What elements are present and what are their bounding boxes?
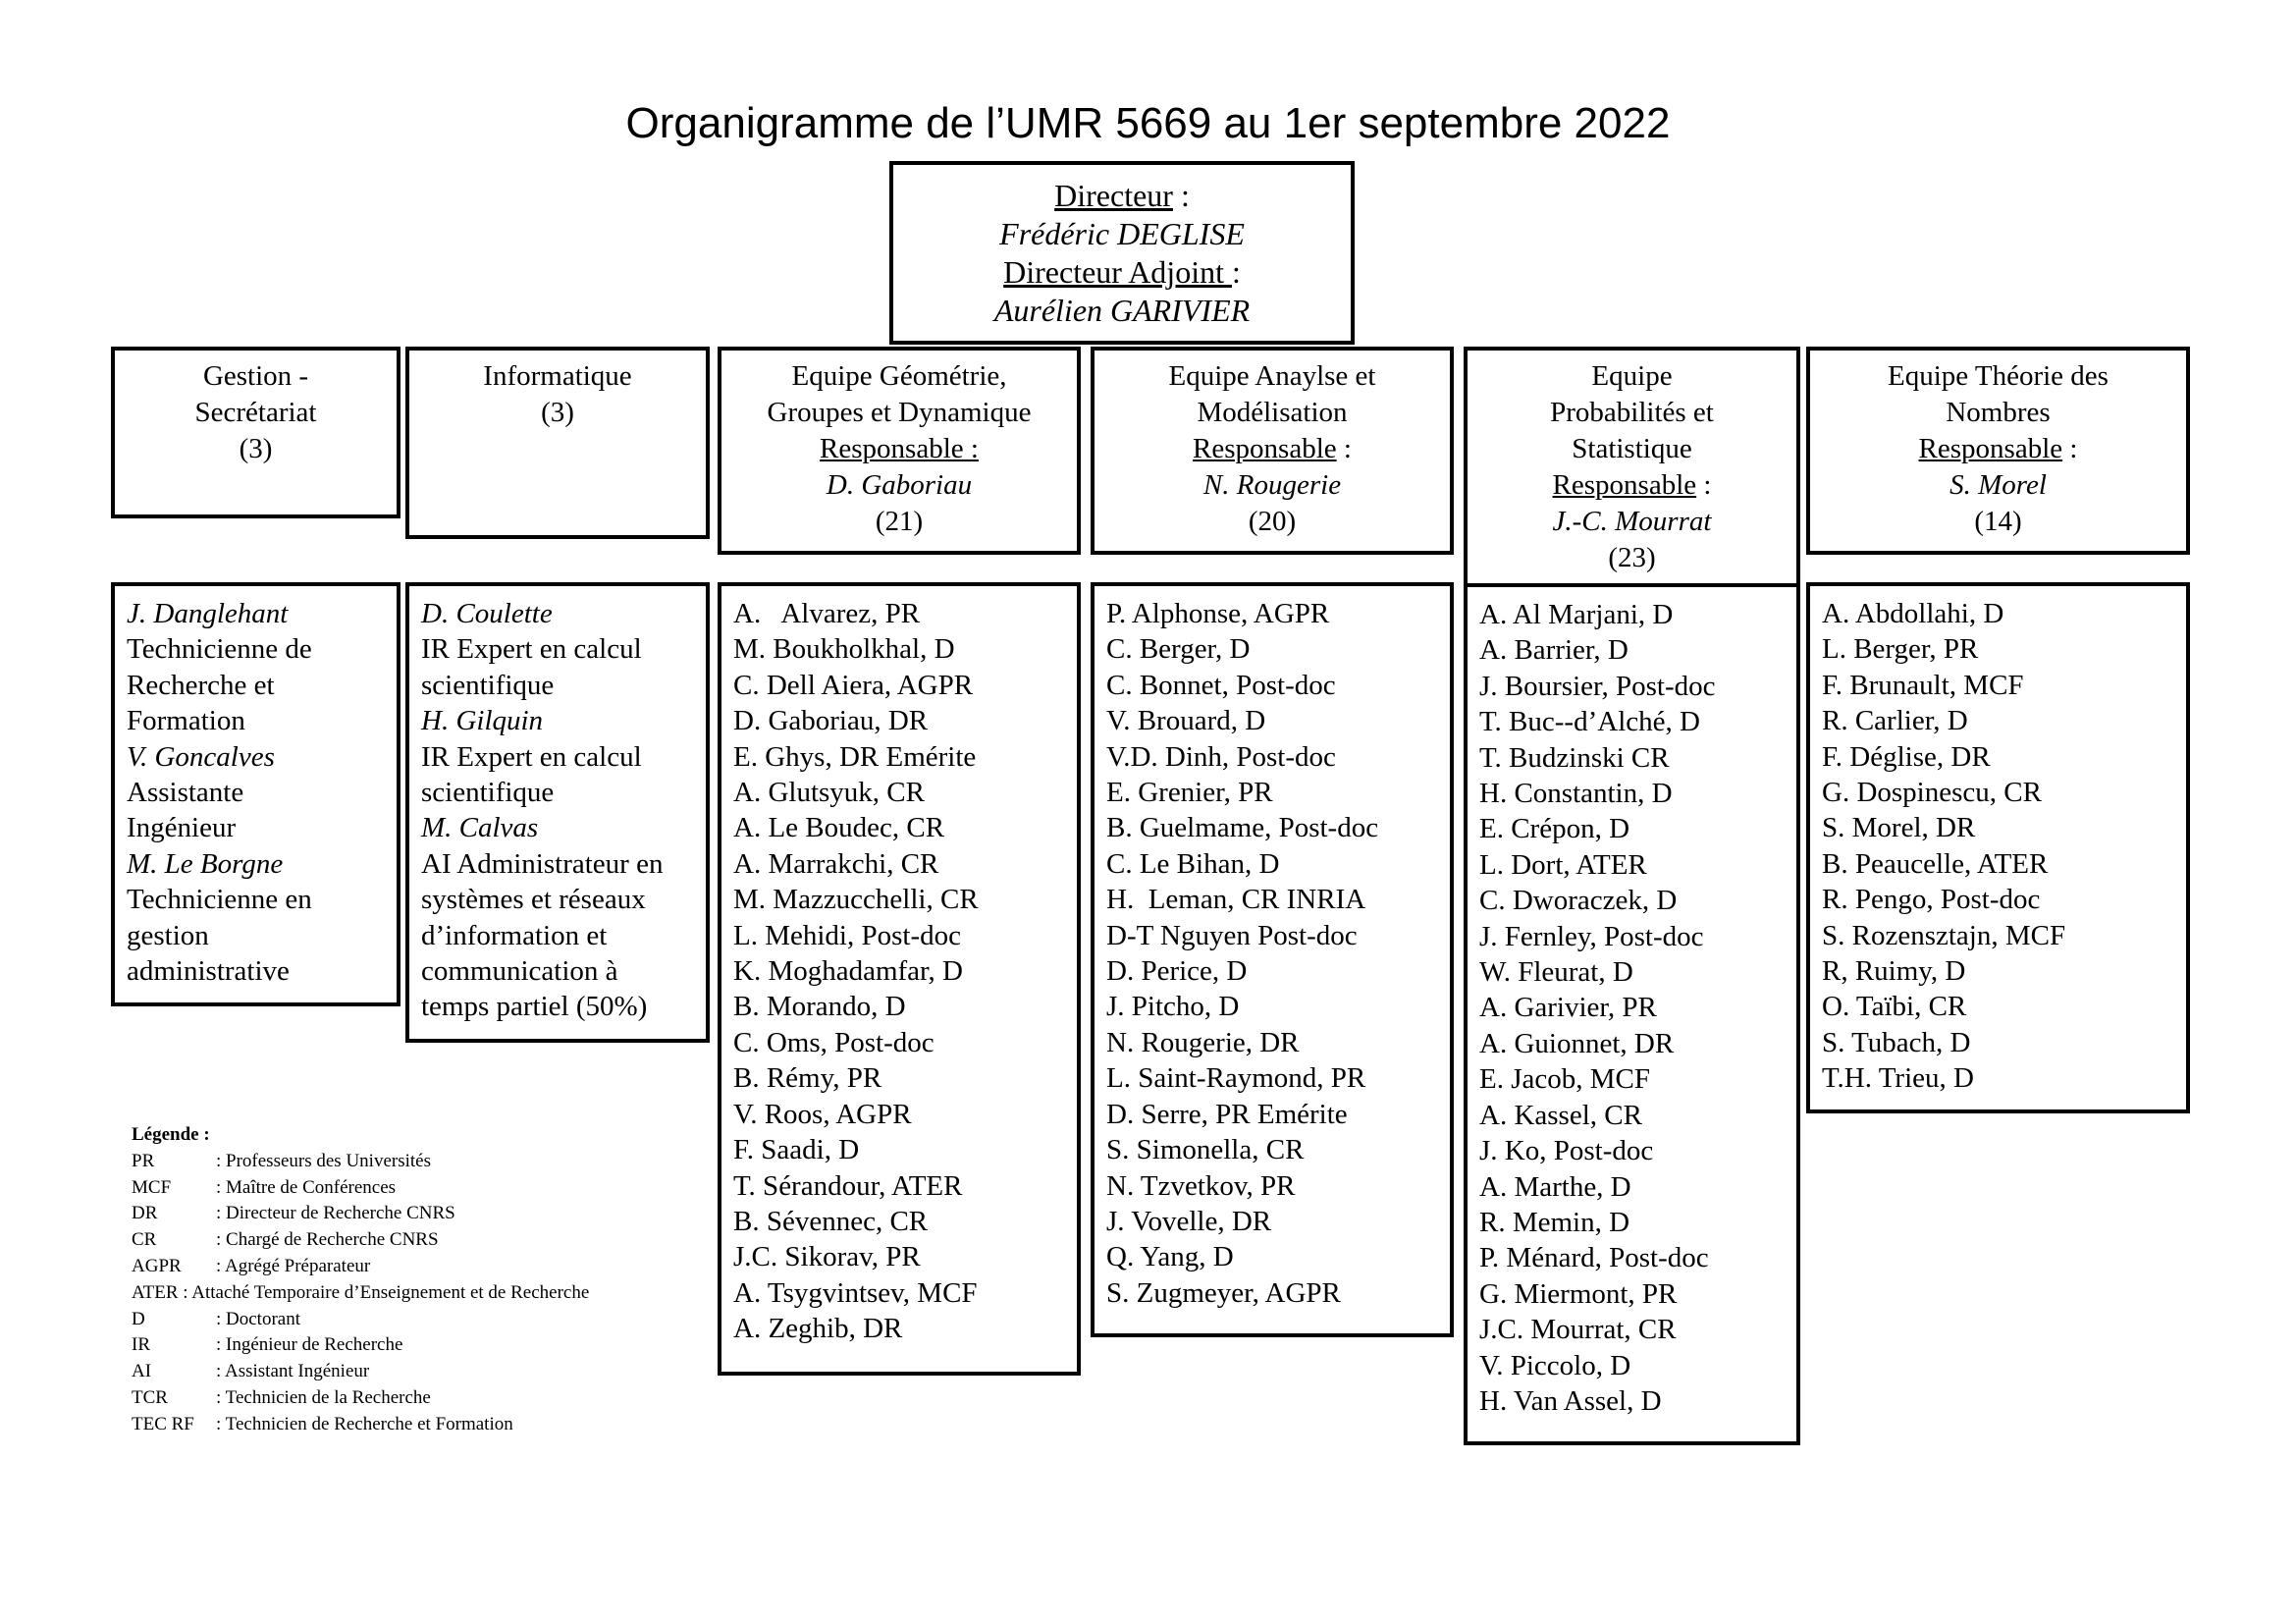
member-entry: Q. Yang, D (1106, 1241, 1234, 1273)
member-entry: A. Zeghib, DR (733, 1313, 903, 1345)
adjoint-name: Aurélien GARIVIER (993, 293, 1251, 328)
member-entry: B. Peaucelle, ATER (1822, 847, 2049, 880)
legend-row (132, 1149, 589, 1175)
member-entry: H. Leman, CR INRIA (1106, 884, 1366, 916)
team-count: (21) (875, 506, 924, 537)
responsable-name: D. Gaboriau (826, 469, 973, 501)
responsable-sep: : (2062, 433, 2078, 464)
member-entry: J.C. Sikorav, PR (733, 1241, 921, 1273)
legend-abbr: AGPR (132, 1255, 182, 1276)
member-entry: A. Abdollahi, D (1822, 598, 2004, 629)
responsable-label: Responsable (1552, 469, 1697, 501)
direction-box (889, 161, 1355, 345)
member-entry: C. Le Bihan, D (1106, 847, 1280, 880)
member-entry: L. Saint-Raymond, PR (1106, 1062, 1366, 1095)
staff-role: Recherche et (127, 669, 275, 701)
legend-row (132, 1359, 589, 1385)
staff-role: Technicienne en (127, 884, 312, 916)
member-entry: W. Fleurat, D (1479, 956, 1633, 989)
member-entry: J. Ko, Post-doc (1479, 1135, 1654, 1167)
member-entry: R. Memin, D (1479, 1206, 1630, 1238)
legend-row (132, 1280, 589, 1307)
legend-desc: : Maître de Conférences (216, 1176, 397, 1198)
legend-desc: : Technicien de Recherche et Formation (216, 1413, 513, 1434)
service-name: Gestion - (202, 360, 309, 392)
staff-role: Formation (127, 705, 245, 737)
legend-row (132, 1227, 589, 1254)
member-entry: G. Miermont, PR (1479, 1277, 1678, 1310)
member-entry: T. Buc--d’Alché, D (1479, 706, 1700, 738)
member-entry: A. Garivier, PR (1479, 992, 1657, 1024)
team-name: Equipe Théorie des (1888, 360, 2109, 392)
member-entry: A. Marthe, D (1479, 1170, 1631, 1203)
member-entry: E. Jacob, MCF (1479, 1063, 1650, 1096)
staff-name: M. Calvas (421, 812, 539, 844)
directeur-label: Directeur (1054, 178, 1173, 213)
legend-abbr: TEC RF (132, 1413, 194, 1434)
team-members-geometrie (718, 582, 1081, 1376)
member-entry: J. Pitcho, D (1106, 991, 1240, 1023)
member-entry: S. Tubach, D (1822, 1026, 1971, 1058)
legend-desc: : Agrégé Préparateur (216, 1255, 371, 1276)
responsable-name: N. Rougerie (1202, 469, 1342, 501)
member-entry: V. Brouard, D (1106, 705, 1266, 737)
responsable-sep: : (1336, 433, 1352, 464)
legend-row (132, 1412, 589, 1438)
team-name: Equipe Anaylse et (1168, 360, 1376, 392)
directeur-name: Frédéric DEGLISE (999, 216, 1245, 251)
member-entry: A. Kassel, CR (1479, 1099, 1642, 1131)
team-header-geometrie (718, 347, 1081, 555)
member-entry: H. Van Assel, D (1479, 1384, 1662, 1417)
service-name: Informatique (483, 360, 632, 392)
member-entry: H. Constantin, D (1479, 778, 1673, 810)
member-entry: V. Piccolo, D (1479, 1349, 1631, 1381)
legend-row (132, 1307, 589, 1333)
member-entry: A. Marrakchi, CR (733, 847, 939, 880)
member-entry: F. Saadi, D (733, 1134, 860, 1166)
member-entry: P. Alphonse, AGPR (1106, 598, 1330, 629)
team-name: Equipe Géométrie, (791, 360, 1007, 392)
service-name: Secrétariat (194, 397, 317, 428)
responsable-label: Responsable : (820, 433, 979, 464)
member-entry: F. Brunault, MCF (1822, 669, 2024, 701)
responsable-label: Responsable (1918, 433, 2063, 464)
member-entry: S. Zugmeyer, AGPR (1106, 1276, 1341, 1309)
responsable-name: S. Morel (1949, 469, 2047, 501)
service-count: (3) (541, 397, 574, 428)
legend-desc: : Doctorant (216, 1308, 301, 1329)
member-entry: P. Ménard, Post-doc (1479, 1242, 1709, 1274)
member-entry: A. Al Marjani, D (1479, 599, 1674, 630)
team-count: (14) (1974, 506, 2022, 537)
member-entry: T.H. Trieu, D (1822, 1062, 1974, 1095)
member-entry: D. Perice, D (1106, 955, 1248, 988)
member-entry: B. Rémy, PR (733, 1062, 882, 1095)
staff-name: D. Coulette (421, 598, 553, 629)
team-members-analyse (1091, 582, 1454, 1337)
member-entry: B. Morando, D (733, 991, 906, 1023)
member-entry: R, Ruimy, D (1822, 955, 1966, 988)
service-header-informatique (405, 347, 710, 539)
staff-role: temps partiel (50%) (421, 991, 648, 1023)
team-members-probabilites (1464, 583, 1800, 1445)
staff-name: H. Gilquin (421, 705, 544, 737)
member-entry: C. Bonnet, Post-doc (1106, 669, 1336, 701)
member-entry: S. Simonella, CR (1106, 1134, 1305, 1166)
staff-role: d’information et (421, 919, 608, 951)
member-entry: D-T Nguyen Post-doc (1106, 919, 1358, 951)
member-entry: B. Sévennec, CR (733, 1205, 929, 1237)
member-entry: F. Déglise, DR (1822, 740, 1991, 773)
member-entry: E. Crépon, D (1479, 813, 1630, 845)
legend-abbr: TCR (132, 1386, 168, 1408)
member-entry: J. Boursier, Post-doc (1479, 670, 1716, 702)
legend-title: Légende : (132, 1124, 210, 1145)
team-header-nombres (1806, 347, 2190, 555)
page-title: Organigramme de l’UMR 5669 au 1er septembre 2022 (625, 99, 1671, 147)
staff-role: IR Expert en calcul (421, 740, 642, 773)
staff-role: gestion (127, 919, 209, 951)
responsable-label: Responsable (1193, 433, 1337, 464)
team-name: Probabilités et (1550, 397, 1714, 428)
service-members-gestion (111, 582, 400, 1006)
team-count: (20) (1248, 506, 1297, 537)
member-entry: A. Le Boudec, CR (733, 812, 945, 844)
team-header-analyse (1091, 347, 1454, 555)
legend-abbr: MCF (132, 1176, 172, 1198)
member-entry: C. Berger, D (1106, 633, 1251, 666)
team-count: (23) (1608, 542, 1656, 573)
member-entry: V.D. Dinh, Post-doc (1106, 740, 1336, 773)
staff-role: administrative (127, 955, 290, 988)
legend-row (132, 1332, 589, 1359)
service-count: (3) (239, 433, 273, 464)
member-entry: T. Budzinski CR (1479, 741, 1670, 774)
member-entry: A. Guionnet, DR (1479, 1027, 1675, 1059)
team-header-probabilites (1464, 347, 1800, 587)
legend-abbr: IR (132, 1334, 150, 1356)
legend-abbr: PR (132, 1150, 155, 1171)
member-entry: S. Morel, DR (1822, 812, 1976, 844)
legend-row (132, 1201, 589, 1227)
member-entry: D. Gaboriau, DR (733, 705, 929, 737)
member-entry: M. Mazzucchelli, CR (733, 884, 979, 916)
member-entry: N. Rougerie, DR (1106, 1026, 1300, 1058)
directeur-sep: : (1172, 178, 1190, 213)
member-entry: T. Sérandour, ATER (733, 1169, 963, 1202)
legend-row (132, 1175, 589, 1202)
staff-role: Ingénieur (127, 812, 237, 844)
member-entry: B. Guelmame, Post-doc (1106, 812, 1379, 844)
member-entry: L. Dort, ATER (1479, 848, 1647, 881)
member-entry: R. Pengo, Post-doc (1822, 884, 2041, 916)
member-entry: C. Dell Aiera, AGPR (733, 669, 974, 701)
legend-abbr: AI (132, 1361, 152, 1382)
member-entry: V. Roos, AGPR (733, 1098, 912, 1130)
legend-desc: : Directeur de Recherche CNRS (216, 1203, 455, 1224)
member-entry: M. Boukholkhal, D (733, 633, 955, 666)
legend-abbr: D (132, 1308, 145, 1329)
adjoint-sep: : (1231, 254, 1241, 290)
team-name: Statistique (1572, 433, 1692, 464)
member-entry: L. Berger, PR (1822, 633, 1979, 666)
staff-role: scientifique (421, 669, 555, 701)
member-entry: J.C. Mourrat, CR (1479, 1314, 1677, 1346)
team-name: Nombres (1946, 397, 2051, 428)
staff-name: V. Goncalves (127, 740, 275, 773)
member-entry: A. Glutsyuk, CR (733, 777, 925, 809)
staff-role: systèmes et réseaux (421, 884, 646, 916)
team-name: Equipe (1591, 360, 1673, 392)
service-header-gestion (111, 347, 400, 518)
legend-desc: : Professeurs des Universités (216, 1150, 431, 1171)
member-entry: C. Dworaczek, D (1479, 885, 1678, 917)
staff-role: Assistante (127, 777, 244, 809)
service-members-informatique (405, 582, 710, 1043)
team-name: Modélisation (1197, 397, 1348, 428)
member-entry: A. Barrier, D (1479, 634, 1629, 667)
staff-name: M. Le Borgne (127, 847, 284, 880)
member-entry: D. Serre, PR Emérite (1106, 1098, 1348, 1130)
member-entry: E. Grenier, PR (1106, 777, 1273, 809)
member-entry: A. Alvarez, PR (733, 598, 921, 629)
team-members-nombres (1806, 582, 2190, 1113)
staff-name: J. Danglehant (127, 598, 289, 629)
responsable-name: J.-C. Mourrat (1552, 506, 1712, 537)
legend-desc: : Attaché Temporaire d’Enseignement et de Recherche (178, 1281, 590, 1303)
staff-role: AI Administrateur en (421, 847, 664, 880)
legend-desc: : Ingénieur de Recherche (216, 1334, 403, 1356)
member-entry: N. Tzvetkov, PR (1106, 1169, 1296, 1202)
member-entry: A. Tsygvintsev, MCF (733, 1276, 978, 1309)
staff-role: communication à (421, 955, 618, 988)
staff-role: IR Expert en calcul (421, 633, 642, 666)
member-entry: C. Oms, Post-doc (733, 1026, 934, 1058)
adjoint-label: Directeur Adjoint (1003, 254, 1232, 290)
legend (132, 1122, 589, 1438)
team-name: Groupes et Dynamique (767, 397, 1032, 428)
member-entry: K. Moghadamfar, D (733, 955, 963, 988)
member-entry: R. Carlier, D (1822, 705, 1968, 737)
member-entry: O. Taïbi, CR (1822, 991, 1967, 1023)
staff-role: Technicienne de (127, 633, 312, 666)
legend-abbr: ATER (132, 1281, 179, 1303)
legend-desc: : Technicien de la Recherche (216, 1386, 431, 1408)
legend-row (132, 1385, 589, 1412)
member-entry: J. Vovelle, DR (1106, 1205, 1272, 1237)
staff-role: scientifique (421, 777, 555, 809)
member-entry: L. Mehidi, Post-doc (733, 919, 961, 951)
member-entry: S. Rozensztajn, MCF (1822, 919, 2066, 951)
member-entry: G. Dospinescu, CR (1822, 777, 2042, 809)
responsable-sep: : (1696, 469, 1712, 501)
legend-abbr: CR (132, 1229, 157, 1251)
legend-abbr: DR (132, 1203, 158, 1224)
member-entry: E. Ghys, DR Emérite (733, 740, 977, 773)
legend-desc: : Chargé de Recherche CNRS (216, 1229, 439, 1251)
legend-desc: : Assistant Ingénieur (216, 1361, 370, 1382)
legend-row (132, 1254, 589, 1280)
member-entry: J. Fernley, Post-doc (1479, 920, 1704, 952)
